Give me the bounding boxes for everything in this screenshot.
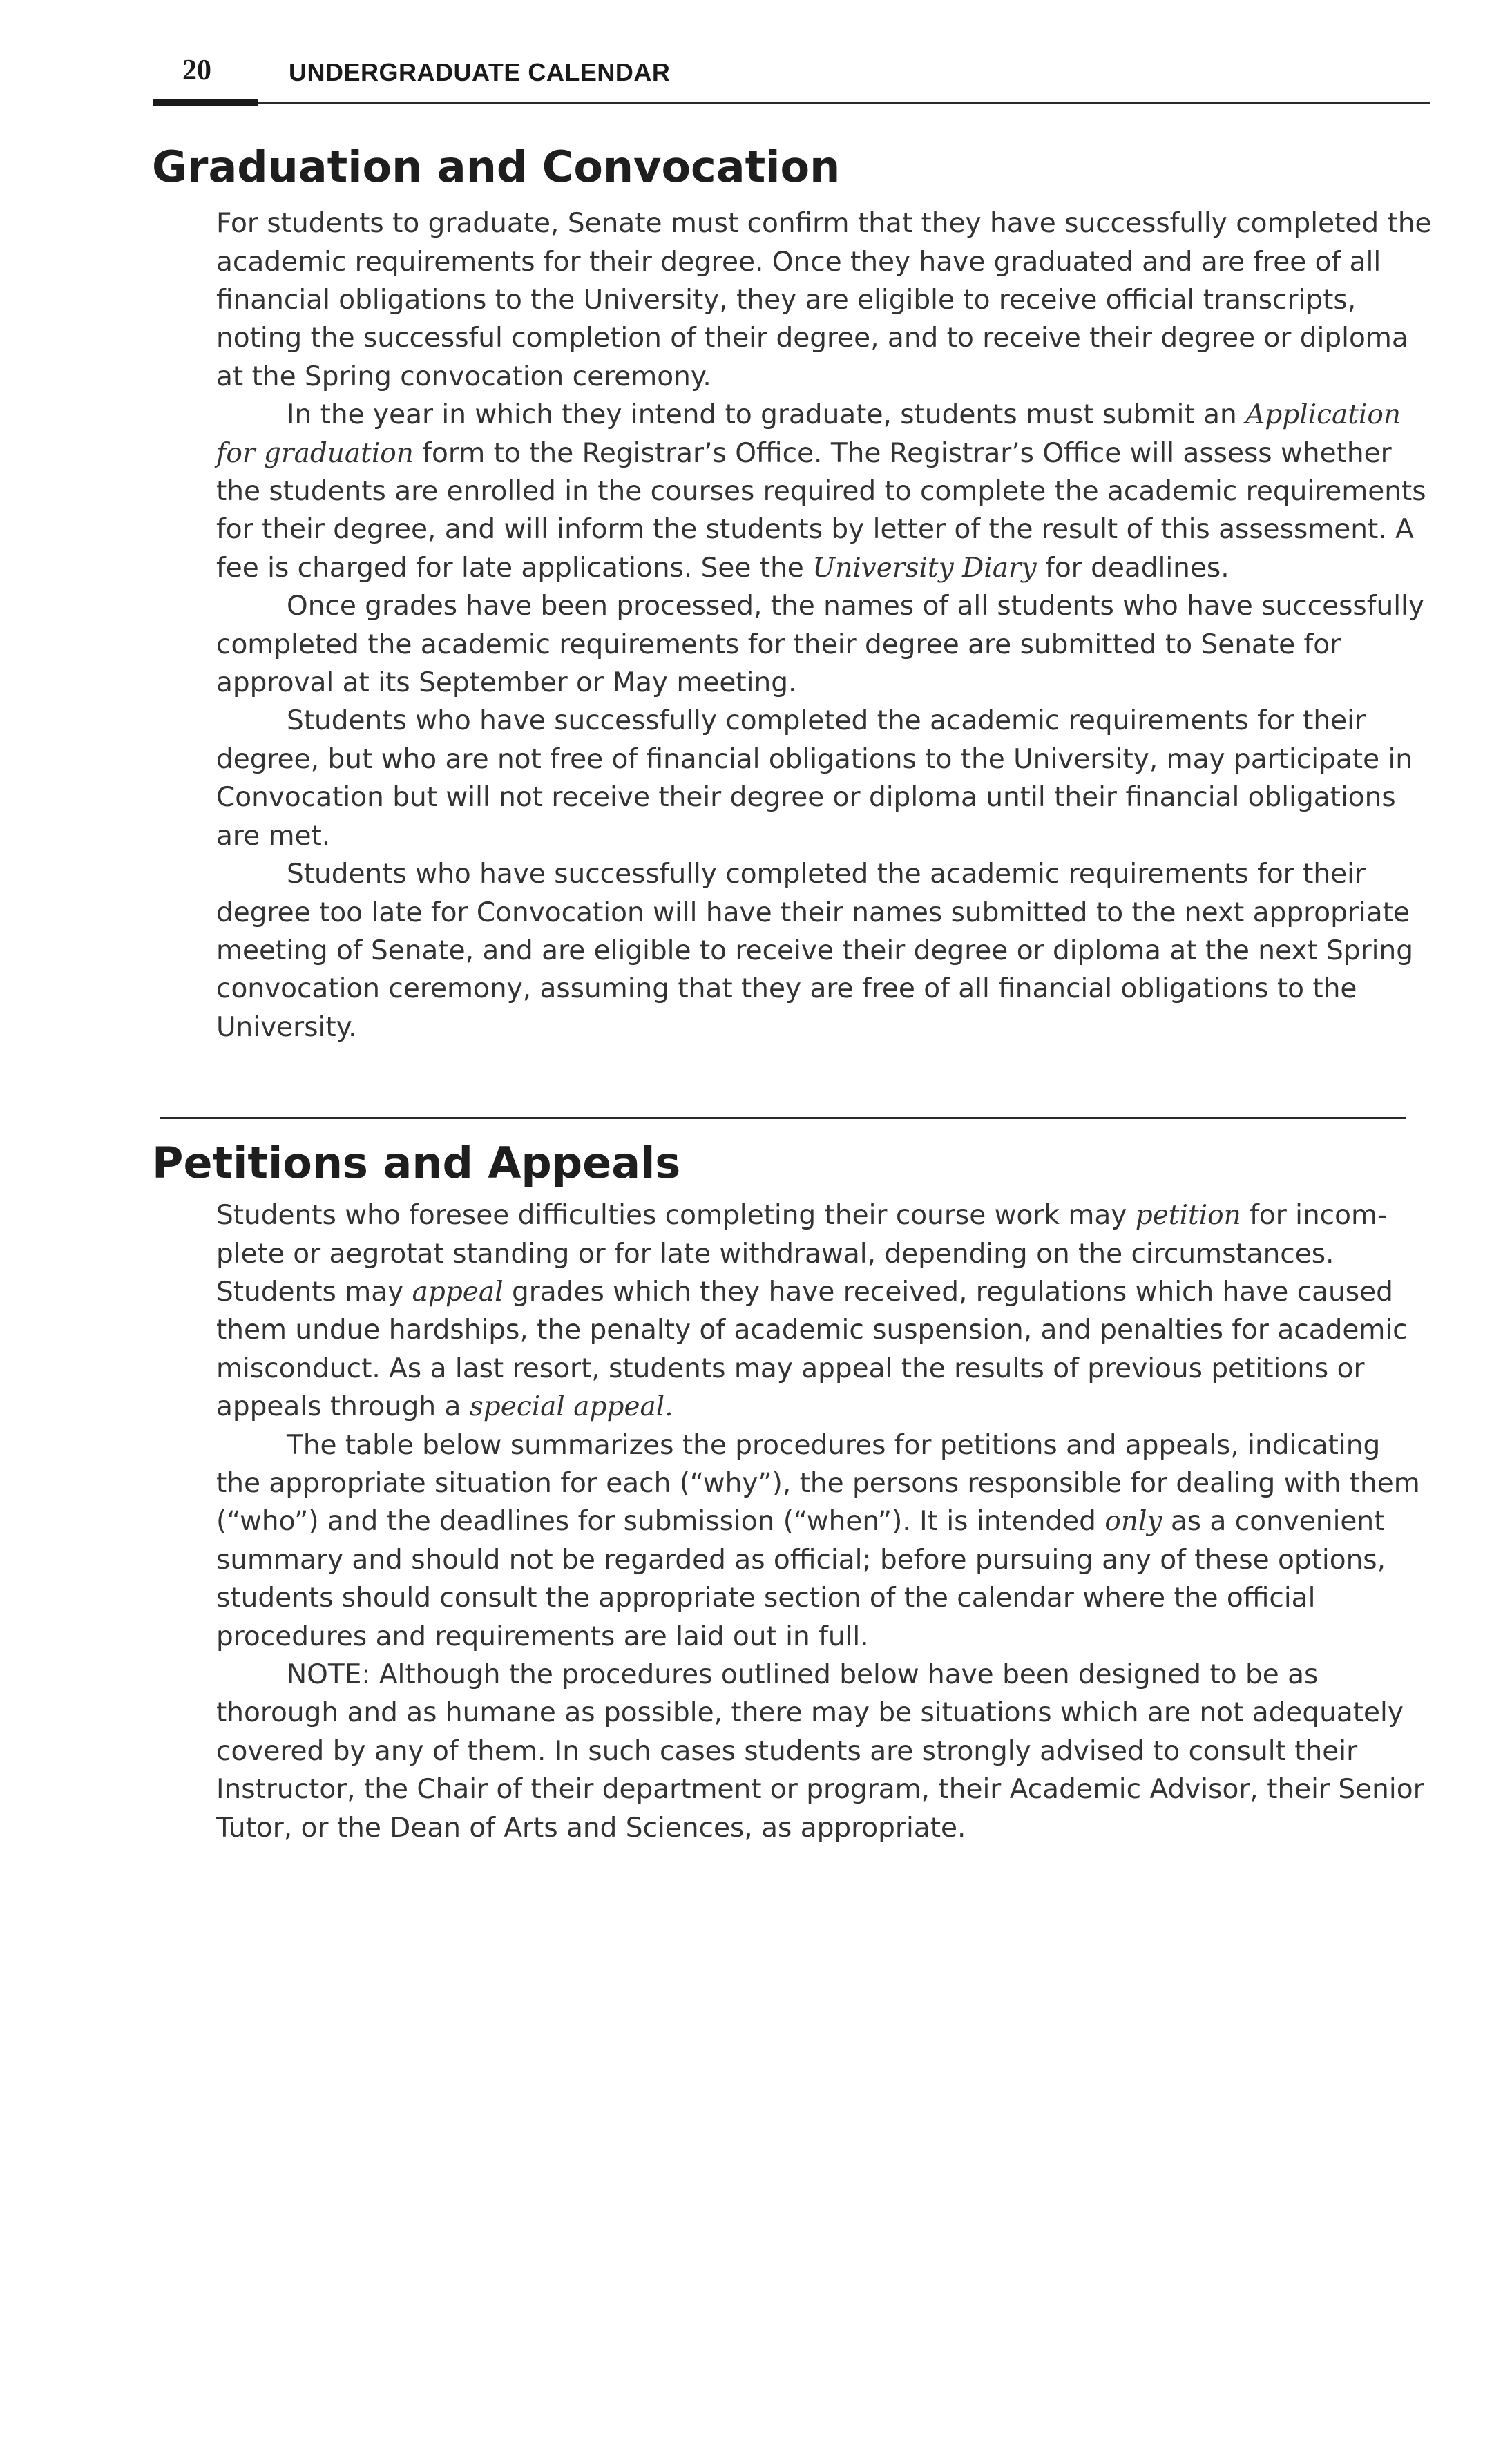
graduation-heading: Graduation and Convocation	[152, 142, 841, 192]
emphasis: appeal	[412, 1277, 504, 1308]
petitions-paragraph: Students who foresee difficulties completing their course work may petition for incomplete or aegrotat standing or for late withdrawal, depending on the circumstances. Students may appeal grades which they have received, regulations which have caused them undue hardships, the penalty of academic suspension, and penalties for academic misconduct. As a last resort, students may appeal the results of previous petitions or appeals through a special appeal.	[216, 1200, 1408, 1423]
emphasis: petition	[1135, 1200, 1241, 1232]
header-rule-thick	[153, 99, 258, 106]
emphasis: Application for graduation	[216, 399, 1401, 469]
graduation-paragraph: Students who have successfully completed the academic requirements for their degree too late for Convocation will have their names submitted to the next appropriate meeting of Senate, and are eligible to receive their degree or diploma at the next Spring convocation ceremony, assuming that they are free of all financial obligations to the University.	[216, 859, 1413, 1043]
graduation-paragraph: For students to graduate, Senate must confirm that they have successfully completed the academic requirements for their degree. Once they have graduated and are free of all financial obligations to the University, they are eligible to receive official transcripts, noting the successful completion of their degree, and to receive their degree or diploma at the Spring convocation ceremony.	[216, 208, 1432, 392]
graduation-section	[152, 144, 1451, 1047]
running-title: UNDERGRADUATE CALENDAR	[289, 58, 671, 86]
emphasis: only	[1104, 1506, 1162, 1538]
graduation-paragraph: In the year in which they intend to graduate, students must submit an Application for graduation form to the Registrar’s Office. The Registrar’s Office will assess whether the students are enrolled in the courses required to complete the academic requirements for their degree, and will inform the students by letter of the result of this assessment. A fee is charged for late applications. See the University Diary for deadlines.	[216, 399, 1426, 584]
emphasis: University Diary	[812, 552, 1037, 584]
graduation-paragraph: Students who have successfully completed the academic requirements for their degree, but who are not free of financial obligations to the University, may participate in Convocation but will not receive their degree or diploma until their financial obligations are met.	[216, 705, 1413, 852]
running-header	[153, 50, 1430, 112]
header-rule	[258, 102, 1430, 104]
petitions-body	[216, 1196, 1432, 1847]
graduation-paragraph: Once grades have been processed, the names of all students who have successfully completed the academic requirements for their degree are submitted to Senate for approval at its September or May meeting.	[216, 591, 1424, 699]
emphasis: special appeal.	[469, 1391, 673, 1423]
petitions-note: NOTE: Although the procedures outlined below have been designed to be as thorough and as humane as possible, there may be situations which are not adequately covered by any of them. In such cases students are strongly advised to consult their Instructor, the Chair of their department or program, their Academic Advisor, their Senior Tutor, or the Dean of Arts and Sciences, as appropriate.	[216, 1659, 1424, 1844]
petitions-heading: Petitions and Appeals	[152, 1138, 681, 1188]
petitions-section	[152, 1140, 1451, 1847]
section-divider	[160, 1117, 1406, 1119]
petitions-paragraph: The table below summarizes the procedures for petitions and appeals, indicating the appropriate situation for each (“why”), the persons responsible for dealing with them (“who”) and the deadlines for submission (“when”). It is intended only as a convenient summary and should not be regarded as official; before pursuing any of these options, students should consult the appropriate section of the calendar where the official procedures and requirements are laid out in full.	[216, 1429, 1420, 1652]
graduation-body	[216, 204, 1432, 1047]
page-number: 20	[182, 55, 211, 86]
